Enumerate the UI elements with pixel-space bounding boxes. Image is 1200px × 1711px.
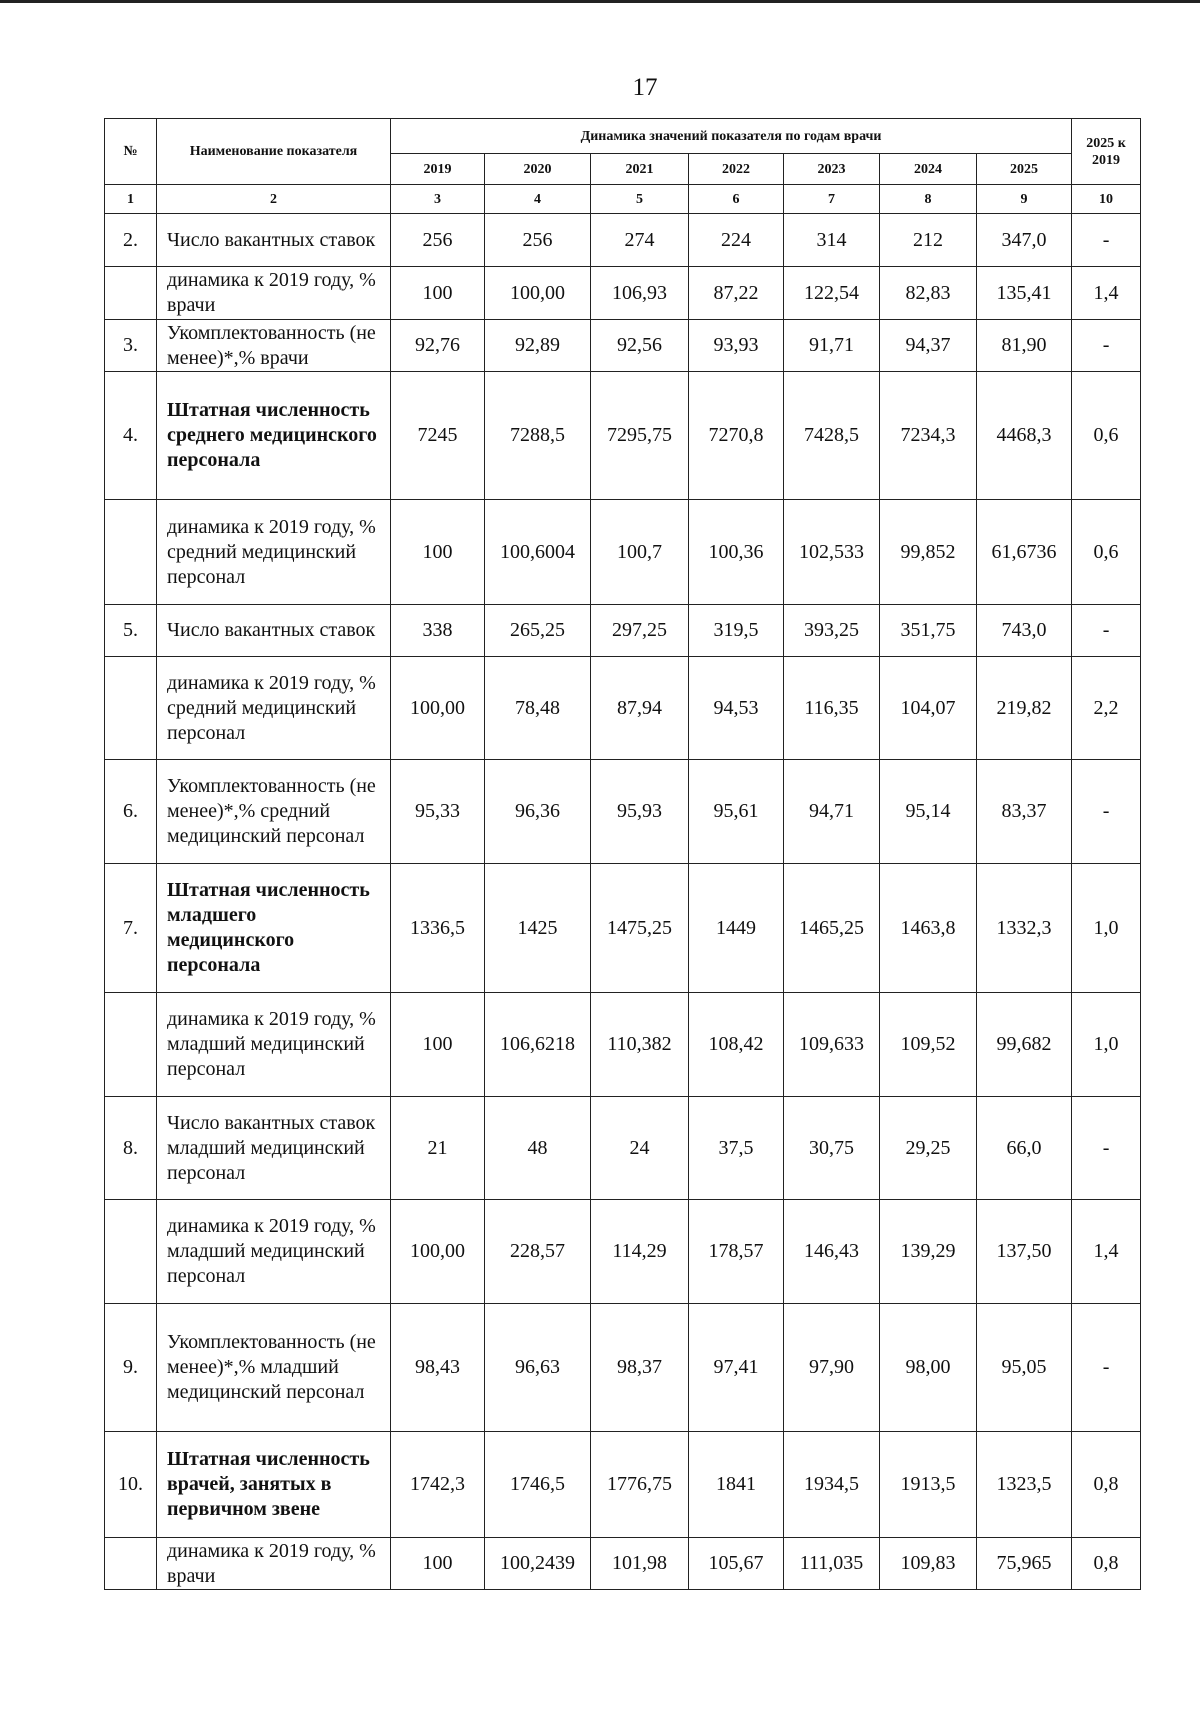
year-value: 29,25 bbox=[880, 1097, 977, 1200]
header-year: 2025 bbox=[977, 154, 1072, 185]
year-value: 1425 bbox=[485, 864, 591, 993]
year-value: 75,965 bbox=[977, 1538, 1072, 1590]
column-number: 6 bbox=[689, 185, 784, 214]
year-value: 99,682 bbox=[977, 993, 1072, 1097]
header-year: 2024 bbox=[880, 154, 977, 185]
year-value: 108,42 bbox=[689, 993, 784, 1097]
page-number: 17 bbox=[632, 74, 658, 101]
top-rule bbox=[0, 0, 1200, 3]
year-value: 1336,5 bbox=[391, 864, 485, 993]
year-value: 7428,5 bbox=[784, 372, 880, 500]
year-value: 96,36 bbox=[485, 760, 591, 864]
year-value: 1475,25 bbox=[591, 864, 689, 993]
column-number: 2 bbox=[157, 185, 391, 214]
ratio-value: - bbox=[1072, 320, 1141, 372]
year-value: 100,6004 bbox=[485, 500, 591, 605]
row-number bbox=[105, 1200, 157, 1304]
year-value: 1323,5 bbox=[977, 1432, 1072, 1538]
year-value: 96,63 bbox=[485, 1304, 591, 1432]
indicator-name: динамика к 2019 году, % врачи bbox=[157, 267, 391, 320]
ratio-value: 0,6 bbox=[1072, 372, 1141, 500]
year-value: 114,29 bbox=[591, 1200, 689, 1304]
year-value: 78,48 bbox=[485, 657, 591, 760]
column-number: 3 bbox=[391, 185, 485, 214]
ratio-value: - bbox=[1072, 214, 1141, 267]
year-value: 109,83 bbox=[880, 1538, 977, 1590]
year-value: 1841 bbox=[689, 1432, 784, 1538]
indicator-name: Число вакантных ставок bbox=[157, 214, 391, 267]
year-value: 92,76 bbox=[391, 320, 485, 372]
year-value: 228,57 bbox=[485, 1200, 591, 1304]
year-value: 274 bbox=[591, 214, 689, 267]
table-row bbox=[105, 500, 1141, 605]
year-value: 178,57 bbox=[689, 1200, 784, 1304]
table-row bbox=[105, 1200, 1141, 1304]
header-year: 2020 bbox=[485, 154, 591, 185]
year-value: 94,37 bbox=[880, 320, 977, 372]
year-value: 81,90 bbox=[977, 320, 1072, 372]
year-value: 87,22 bbox=[689, 267, 784, 320]
table-row bbox=[105, 760, 1141, 864]
column-number: 9 bbox=[977, 185, 1072, 214]
year-value: 92,89 bbox=[485, 320, 591, 372]
year-value: 93,93 bbox=[689, 320, 784, 372]
indicator-name: Укомплектованность (не менее)*,% врачи bbox=[157, 320, 391, 372]
year-value: 91,71 bbox=[784, 320, 880, 372]
ratio-value: - bbox=[1072, 605, 1141, 657]
year-value: 100 bbox=[391, 267, 485, 320]
year-value: 743,0 bbox=[977, 605, 1072, 657]
year-value: 66,0 bbox=[977, 1097, 1072, 1200]
header-year: 2021 bbox=[591, 154, 689, 185]
header-no: № bbox=[105, 119, 157, 185]
year-value: 106,6218 bbox=[485, 993, 591, 1097]
column-number: 5 bbox=[591, 185, 689, 214]
table-row bbox=[105, 1097, 1141, 1200]
year-value: 7245 bbox=[391, 372, 485, 500]
year-value: 100 bbox=[391, 993, 485, 1097]
header-year: 2022 bbox=[689, 154, 784, 185]
row-number bbox=[105, 1538, 157, 1590]
year-value: 116,35 bbox=[784, 657, 880, 760]
year-value: 338 bbox=[391, 605, 485, 657]
row-number bbox=[105, 267, 157, 320]
indicator-table bbox=[104, 118, 1141, 1590]
ratio-value: - bbox=[1072, 760, 1141, 864]
year-value: 7288,5 bbox=[485, 372, 591, 500]
year-value: 106,93 bbox=[591, 267, 689, 320]
indicator-name: динамика к 2019 году, % младший медицинский персонал bbox=[157, 993, 391, 1097]
ratio-value: 0,8 bbox=[1072, 1538, 1141, 1590]
year-value: 104,07 bbox=[880, 657, 977, 760]
year-value: 219,82 bbox=[977, 657, 1072, 760]
year-value: 393,25 bbox=[784, 605, 880, 657]
year-value: 30,75 bbox=[784, 1097, 880, 1200]
table-row bbox=[105, 372, 1141, 500]
ratio-value: - bbox=[1072, 1304, 1141, 1432]
year-value: 95,33 bbox=[391, 760, 485, 864]
year-value: 212 bbox=[880, 214, 977, 267]
year-value: 347,0 bbox=[977, 214, 1072, 267]
year-value: 110,382 bbox=[591, 993, 689, 1097]
year-value: 100,00 bbox=[391, 1200, 485, 1304]
year-value: 1742,3 bbox=[391, 1432, 485, 1538]
ratio-value: 0,6 bbox=[1072, 500, 1141, 605]
ratio-value: 0,8 bbox=[1072, 1432, 1141, 1538]
table-row bbox=[105, 267, 1141, 320]
table-row bbox=[105, 320, 1141, 372]
year-value: 224 bbox=[689, 214, 784, 267]
year-value: 4468,3 bbox=[977, 372, 1072, 500]
year-value: 100,00 bbox=[485, 267, 591, 320]
indicator-name: динамика к 2019 году, % врачи bbox=[157, 1538, 391, 1590]
row-number: 10. bbox=[105, 1432, 157, 1538]
column-number: 4 bbox=[485, 185, 591, 214]
row-number: 6. bbox=[105, 760, 157, 864]
year-value: 94,71 bbox=[784, 760, 880, 864]
header-dynamics: Динамика значений показателя по годам врачи bbox=[391, 119, 1072, 154]
indicator-name: Штатная численность младшего медицинского персонала bbox=[157, 864, 391, 993]
year-value: 319,5 bbox=[689, 605, 784, 657]
year-value: 1332,3 bbox=[977, 864, 1072, 993]
year-value: 101,98 bbox=[591, 1538, 689, 1590]
indicator-name: Число вакантных ставок bbox=[157, 605, 391, 657]
column-number: 10 bbox=[1072, 185, 1141, 214]
year-value: 1463,8 bbox=[880, 864, 977, 993]
year-value: 87,94 bbox=[591, 657, 689, 760]
year-value: 7295,75 bbox=[591, 372, 689, 500]
year-value: 111,035 bbox=[784, 1538, 880, 1590]
row-number bbox=[105, 993, 157, 1097]
table-row bbox=[105, 1432, 1141, 1538]
year-value: 82,83 bbox=[880, 267, 977, 320]
year-value: 102,533 bbox=[784, 500, 880, 605]
year-value: 351,75 bbox=[880, 605, 977, 657]
year-value: 135,41 bbox=[977, 267, 1072, 320]
year-value: 100,7 bbox=[591, 500, 689, 605]
header-name: Наименование показателя bbox=[157, 119, 391, 185]
year-value: 1746,5 bbox=[485, 1432, 591, 1538]
column-number: 8 bbox=[880, 185, 977, 214]
year-value: 100 bbox=[391, 500, 485, 605]
row-number: 5. bbox=[105, 605, 157, 657]
row-number: 7. bbox=[105, 864, 157, 993]
indicator-name: динамика к 2019 году, % младший медицинский персонал bbox=[157, 1200, 391, 1304]
table-row bbox=[105, 605, 1141, 657]
year-value: 314 bbox=[784, 214, 880, 267]
table-row bbox=[105, 214, 1141, 267]
year-value: 24 bbox=[591, 1097, 689, 1200]
year-value: 1449 bbox=[689, 864, 784, 993]
ratio-value: 2,2 bbox=[1072, 657, 1141, 760]
header-year: 2023 bbox=[784, 154, 880, 185]
ratio-value: 1,4 bbox=[1072, 1200, 1141, 1304]
indicator-name: динамика к 2019 году, % средний медицинский персонал bbox=[157, 500, 391, 605]
row-number: 3. bbox=[105, 320, 157, 372]
year-value: 256 bbox=[485, 214, 591, 267]
row-number: 4. bbox=[105, 372, 157, 500]
year-value: 109,52 bbox=[880, 993, 977, 1097]
ratio-value: 1,0 bbox=[1072, 864, 1141, 993]
year-value: 97,41 bbox=[689, 1304, 784, 1432]
ratio-value: 1,0 bbox=[1072, 993, 1141, 1097]
year-value: 7270,8 bbox=[689, 372, 784, 500]
year-value: 100,36 bbox=[689, 500, 784, 605]
year-value: 94,53 bbox=[689, 657, 784, 760]
year-value: 100,00 bbox=[391, 657, 485, 760]
year-value: 137,50 bbox=[977, 1200, 1072, 1304]
indicator-name: Укомплектованность (не менее)*,% средний медицинский персонал bbox=[157, 760, 391, 864]
column-number: 7 bbox=[784, 185, 880, 214]
table-row bbox=[105, 993, 1141, 1097]
year-value: 48 bbox=[485, 1097, 591, 1200]
year-value: 99,852 bbox=[880, 500, 977, 605]
year-value: 122,54 bbox=[784, 267, 880, 320]
ratio-value: - bbox=[1072, 1097, 1141, 1200]
year-value: 98,43 bbox=[391, 1304, 485, 1432]
indicator-name: Укомплектованность (не менее)*,% младший медицинский персонал bbox=[157, 1304, 391, 1432]
year-value: 1465,25 bbox=[784, 864, 880, 993]
year-value: 98,37 bbox=[591, 1304, 689, 1432]
indicator-name: Число вакантных ставок младший медицинский персонал bbox=[157, 1097, 391, 1200]
year-value: 265,25 bbox=[485, 605, 591, 657]
ratio-value: 1,4 bbox=[1072, 267, 1141, 320]
indicator-name: Штатная численность среднего медицинского персонала bbox=[157, 372, 391, 500]
indicator-name: Штатная численность врачей, занятых в первичном звене bbox=[157, 1432, 391, 1538]
table-row bbox=[105, 864, 1141, 993]
year-value: 100 bbox=[391, 1538, 485, 1590]
year-value: 256 bbox=[391, 214, 485, 267]
year-value: 139,29 bbox=[880, 1200, 977, 1304]
year-value: 1776,75 bbox=[591, 1432, 689, 1538]
year-value: 105,67 bbox=[689, 1538, 784, 1590]
year-value: 1934,5 bbox=[784, 1432, 880, 1538]
column-number: 1 bbox=[105, 185, 157, 214]
table-row bbox=[105, 657, 1141, 760]
row-number: 8. bbox=[105, 1097, 157, 1200]
year-value: 109,633 bbox=[784, 993, 880, 1097]
year-value: 83,37 bbox=[977, 760, 1072, 864]
year-value: 95,05 bbox=[977, 1304, 1072, 1432]
year-value: 37,5 bbox=[689, 1097, 784, 1200]
year-value: 7234,3 bbox=[880, 372, 977, 500]
row-number: 2. bbox=[105, 214, 157, 267]
indicator-name: динамика к 2019 году, % средний медицинский персонал bbox=[157, 657, 391, 760]
row-number bbox=[105, 500, 157, 605]
header-year: 2019 bbox=[391, 154, 485, 185]
table-row bbox=[105, 1304, 1141, 1432]
year-value: 100,2439 bbox=[485, 1538, 591, 1590]
year-value: 21 bbox=[391, 1097, 485, 1200]
table-row bbox=[105, 1538, 1141, 1590]
row-number: 9. bbox=[105, 1304, 157, 1432]
year-value: 1913,5 bbox=[880, 1432, 977, 1538]
header-ratio: 2025 к 2019 bbox=[1072, 119, 1141, 185]
year-value: 92,56 bbox=[591, 320, 689, 372]
year-value: 297,25 bbox=[591, 605, 689, 657]
year-value: 95,61 bbox=[689, 760, 784, 864]
year-value: 97,90 bbox=[784, 1304, 880, 1432]
year-value: 146,43 bbox=[784, 1200, 880, 1304]
year-value: 95,14 bbox=[880, 760, 977, 864]
year-value: 95,93 bbox=[591, 760, 689, 864]
year-value: 61,6736 bbox=[977, 500, 1072, 605]
year-value: 98,00 bbox=[880, 1304, 977, 1432]
row-number bbox=[105, 657, 157, 760]
